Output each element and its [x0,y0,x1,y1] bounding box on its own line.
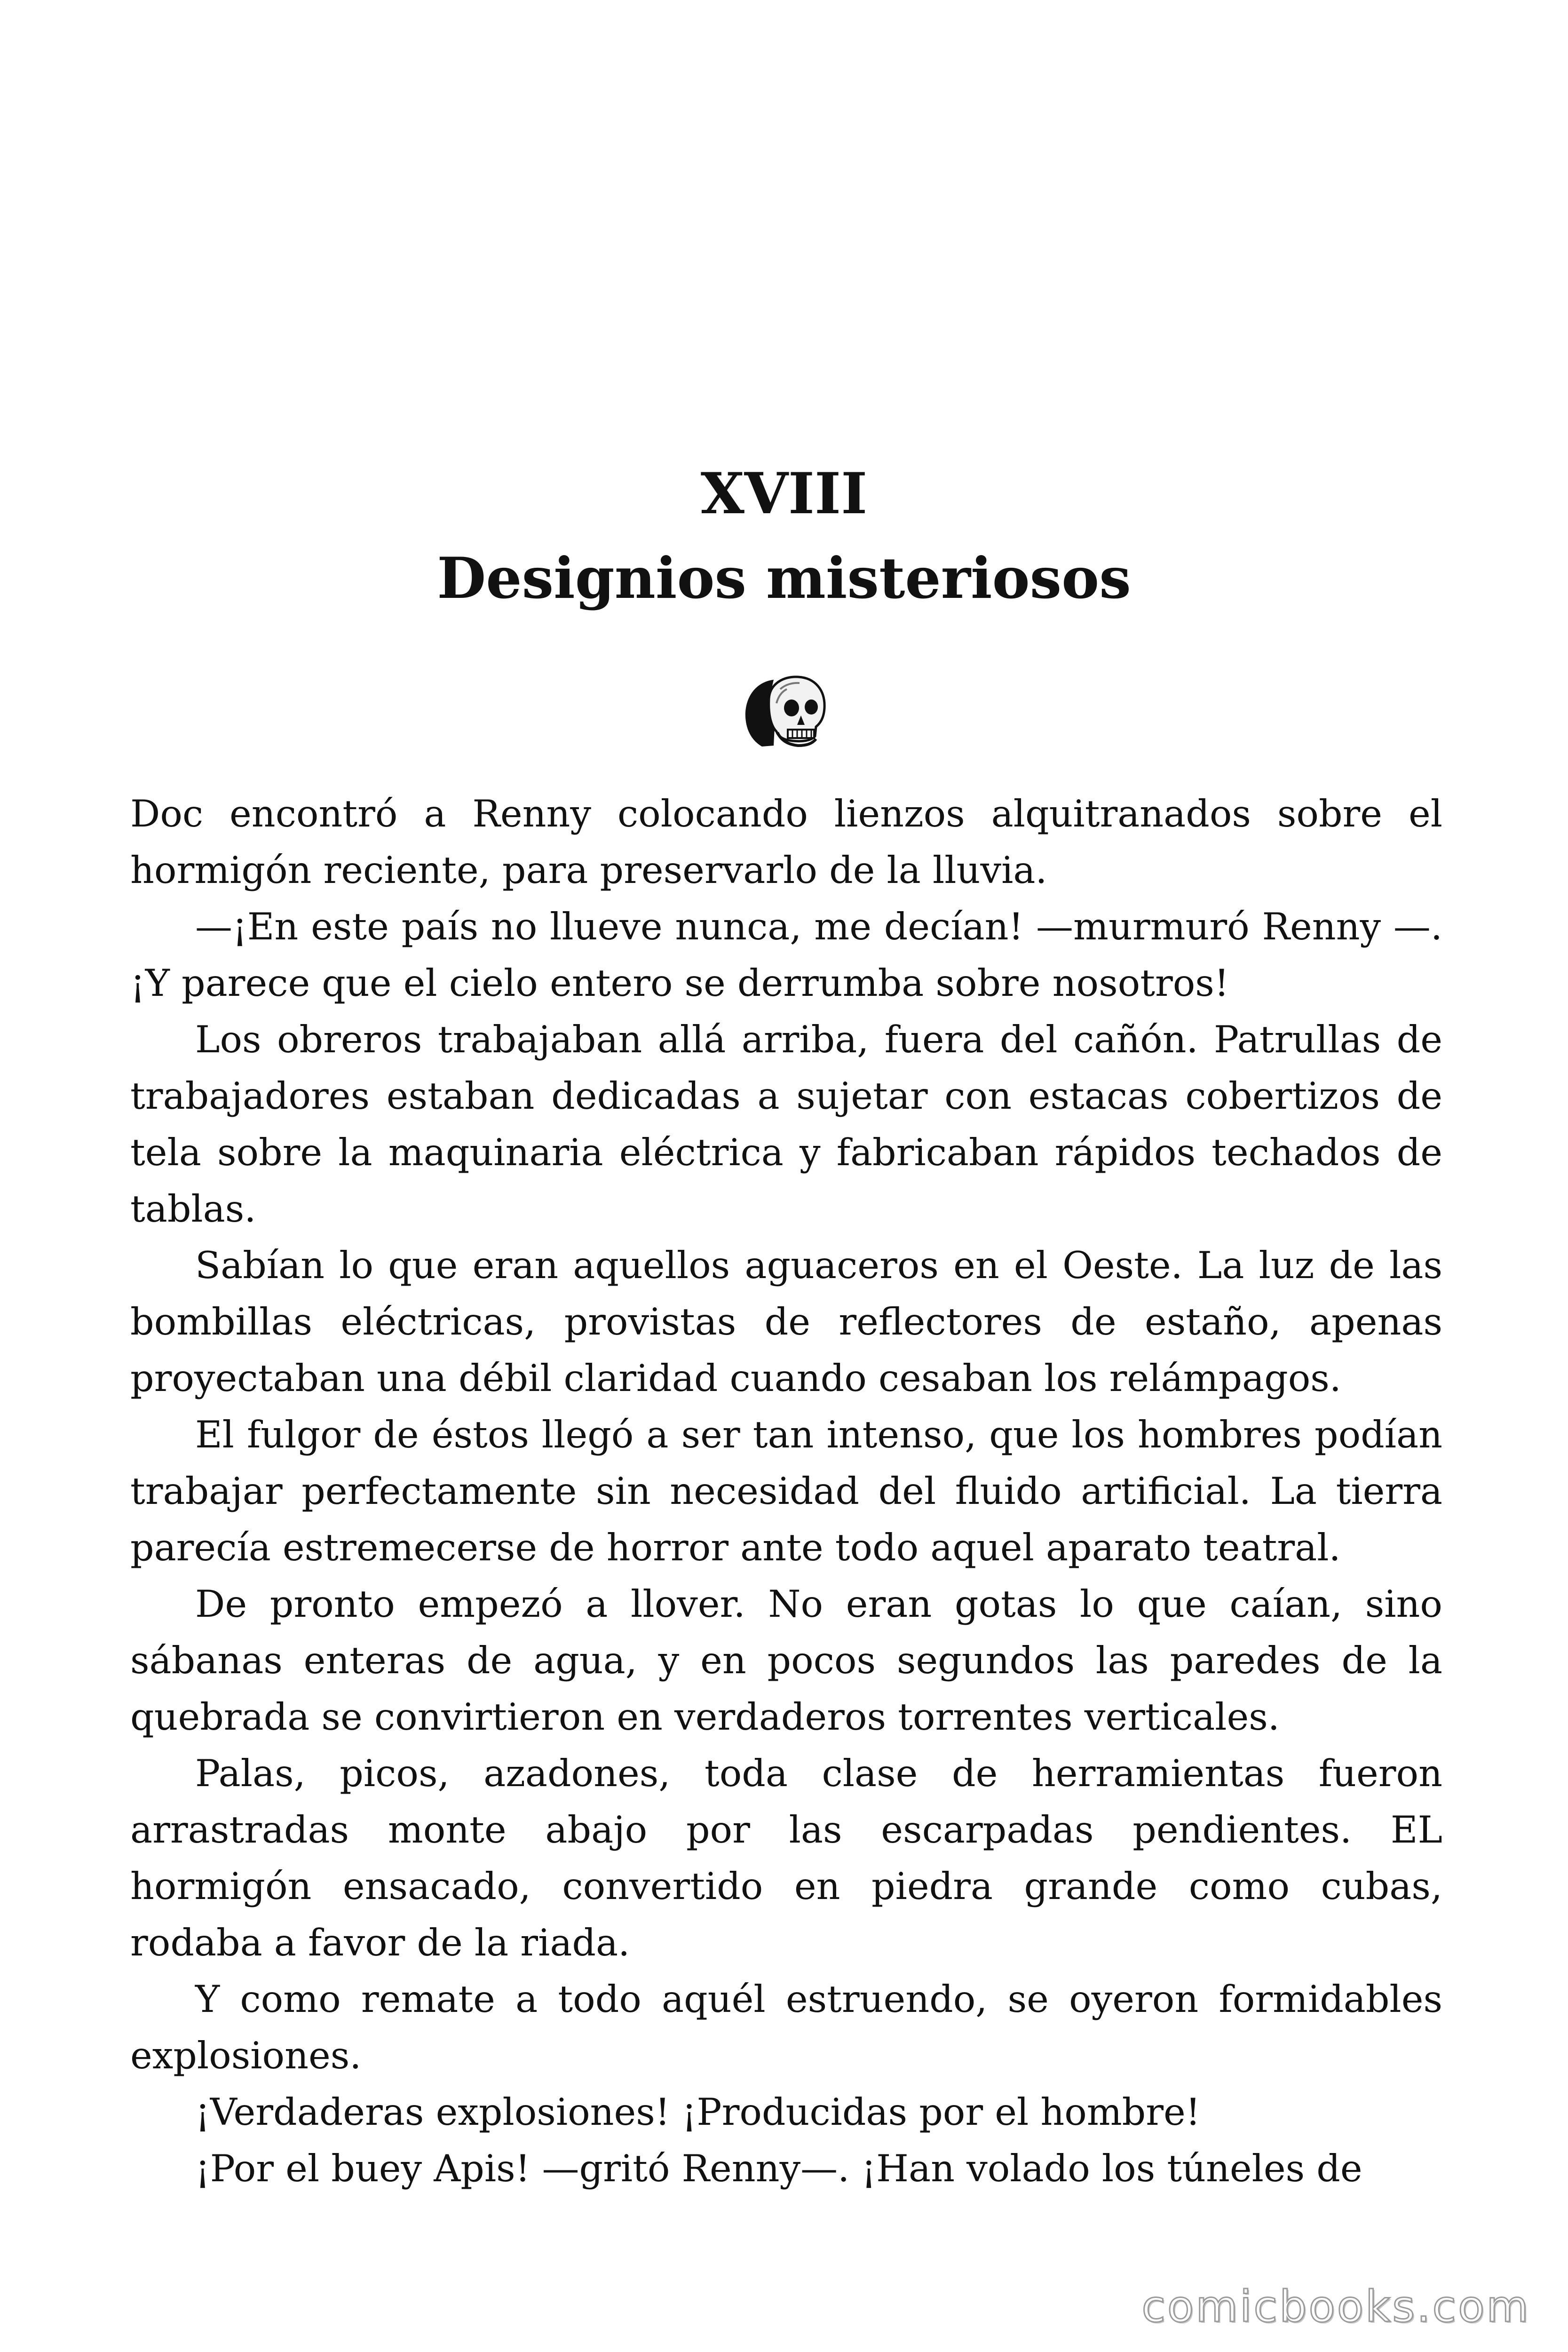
paragraph: ¡Verdaderas explosiones! ¡Producidas por el hombre! [195,2090,1201,2134]
chapter-body [130,786,1442,2197]
paragraph: Palas, picos, azadones, toda clase de herramientas fueron arrastradas monte abajo por las escarpadas pendientes. EL hormigón ensacado, convertido en piedra grande como cubas, rodaba a favor de la riada. [130,1752,1442,1964]
chapter-heading [0,452,1568,621]
paragraph: Doc encontró a Renny colocando lienzos alquitranados sobre el hormigón reciente, para preservarlo de la lluvia. [130,792,1442,892]
chapter-number: XVIII [700,461,868,527]
paragraph: De pronto empezó a llover. No eran gotas lo que caían, sino sábanas enteras de agua, y en pocos segundos las paredes de la quebrada se convirtieron en verdaderos torrentes verticales. [130,1582,1442,1739]
paragraph: Sabían lo que eran aquellos aguaceros en el Oeste. La luz de las bombillas eléctricas, provistas de reflectores de estaño, apenas proyectaban una débil claridad cuando cesaban los relámpagos. [130,1244,1442,1400]
paragraph: El fulgor de éstos llegó a ser tan intenso, que los hombres podían trabajar perfectamente sin necesidad del fluido artificial. La tierra parecía estremecerse de horror ante todo aquel aparato teatral. [130,1413,1442,1569]
chapter-title: Designios misteriosos [437,545,1131,612]
skull-icon [741,670,830,753]
paragraph: —¡En este país no llueve nunca, me decían! —murmuró Renny —. ¡Y parece que el cielo entero se derrumba sobre nosotros! [130,905,1442,1005]
paragraph: Y como remate a todo aquél estruendo, se oyeron formidables explosiones. [130,1978,1442,2077]
watermark: comicbooks.com [1141,2281,1530,2332]
paragraph: Los obreros trabajaban allá arriba, fuera del cañón. Patrullas de trabajadores estaban dedicadas a sujetar con estacas cobertizos de tela sobre la maquinaria eléctrica y fabricaban rápidos techados de tablas. [130,1018,1442,1231]
paragraph: ¡Por el buey Apis! —gritó Renny—. ¡Han volado los túneles de [195,2147,1362,2190]
